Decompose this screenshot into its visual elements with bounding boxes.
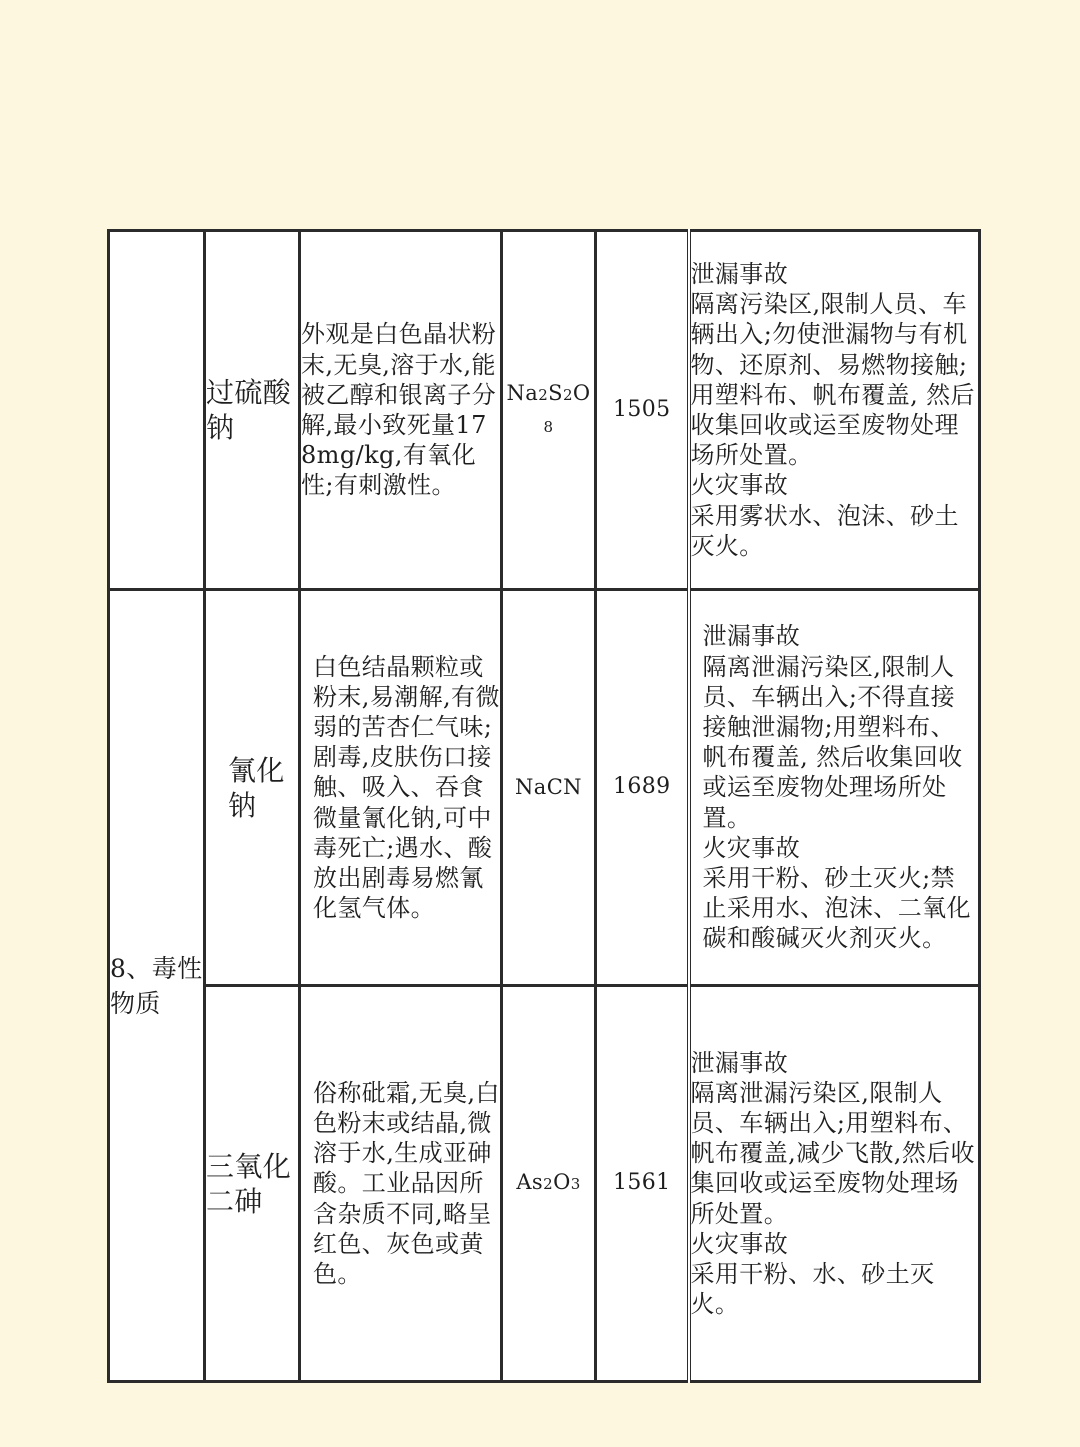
chemical-properties: 俗称砒霜,无臭,白色粉末或结晶,微溶于水,生成亚砷酸。工业品因所含杂质不同,略呈红色、灰色或黄色。 <box>300 986 502 1382</box>
chemical-formula: As2O3 <box>502 986 596 1382</box>
chemical-name: 过硫酸钠 <box>205 231 300 590</box>
table-row <box>109 986 980 1382</box>
chemical-name: 三氧化二砷 <box>205 986 300 1382</box>
leak-title: 泄漏事故 <box>690 1048 789 1077</box>
category-cell-empty <box>109 231 205 590</box>
fire-text: 采用干粉、水、砂土灭火。 <box>690 1260 935 1319</box>
chemical-properties: 外观是白色晶状粉末,无臭,溶于水,能被乙醇和银离子分解,最小致死量178mg/kg,有氧化性;有刺激性。 <box>300 231 502 590</box>
hazardous-chemicals-table <box>107 229 981 1383</box>
category-cell: 8、毒性物质 <box>109 590 205 1382</box>
leak-text: 隔离污染区,限制人员、车辆出入;勿使泄漏物与有机物、还原剂、易燃物接触;用塑料布、帆布覆盖, 然后收集回收或运至废物处理场所处置。 <box>690 290 975 470</box>
emergency-measures <box>689 590 980 986</box>
chemical-name: 氰化钠 <box>205 590 300 986</box>
emergency-measures <box>689 986 980 1382</box>
fire-text: 采用雾状水、泡沫、砂土灭火。 <box>690 501 959 560</box>
chemical-formula: NaCN <box>502 590 596 986</box>
fire-title: 火灾事故 <box>690 471 789 500</box>
hazmat-table-sheet <box>107 229 978 1380</box>
fire-text: 采用干粉、砂土灭火;禁止采用水、泡沫、二氧化碳和酸碱灭火剂灭火。 <box>702 864 971 953</box>
leak-text: 隔离泄漏污染区,限制人员、车辆出入;不得直接接触泄漏物;用塑料布、帆布覆盖, 然后收集回收或运至废物处理场所处置。 <box>702 652 963 832</box>
chemical-formula: Na2S2O8 <box>502 231 596 590</box>
table-row <box>109 231 980 590</box>
table-row <box>109 590 980 986</box>
leak-text: 隔离泄漏污染区,限制人员、车辆出入;用塑料布、帆布覆盖,减少飞散,然后收集回收或运至废物处理场所处置。 <box>690 1078 975 1228</box>
un-number: 1689 <box>596 590 689 986</box>
chemical-properties: 白色结晶颗粒或粉末,易潮解,有微弱的苦杏仁气味;剧毒,皮肤伤口接触、吸入、吞食微量氰化钠,可中毒死亡;遇水、酸放出剧毒易燃氰化氢气体。 <box>300 590 502 986</box>
leak-title: 泄漏事故 <box>690 259 789 288</box>
un-number: 1561 <box>596 986 689 1382</box>
fire-title: 火灾事故 <box>702 833 801 862</box>
fire-title: 火灾事故 <box>690 1229 789 1258</box>
emergency-measures <box>689 231 980 590</box>
un-number: 1505 <box>596 231 689 590</box>
leak-title: 泄漏事故 <box>702 622 801 651</box>
